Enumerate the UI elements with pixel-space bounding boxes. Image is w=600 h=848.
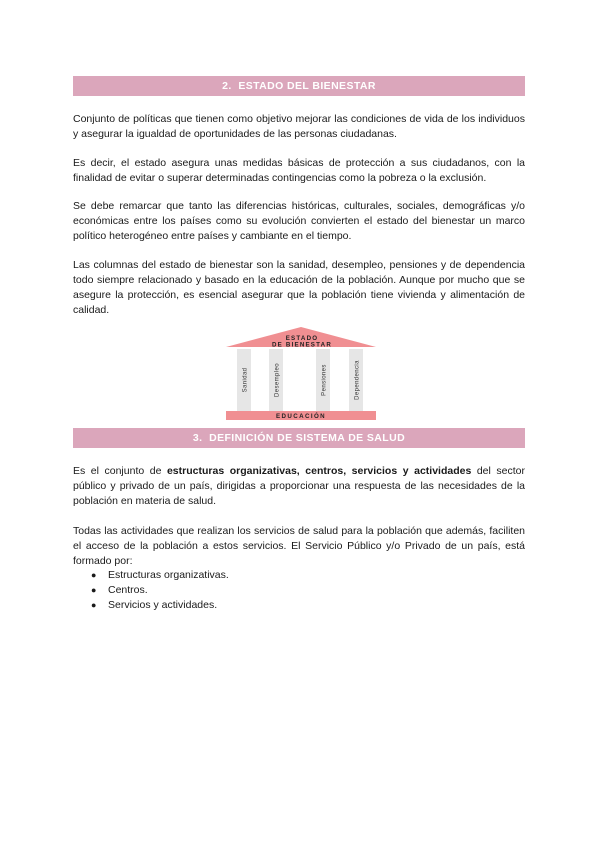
section-number: 3. [192,432,203,444]
section-header-estado-bienestar [73,76,525,96]
pillar-label-sanidad: Sanidad [242,367,249,393]
paragraph-actividades: Todas las actividades que realizan los servicios de salud para la población que además, faciliten el acceso de la población a estos servicios. El Servicio Público y/o Privado de un país, está formado por: [73,525,525,567]
bullet-list [73,568,229,613]
list-item: ● Estructuras organizativas. [73,568,229,583]
pillar-label-desempleo: Desempleo [274,363,281,397]
paragraph-definicion-salud [73,464,525,509]
section-number: 2. [222,80,232,92]
section-title: ESTADO DEL BIENESTAR [238,80,376,92]
paragraph-es-decir: Es decir, el estado asegura unas medidas básicas de protección a sus ciudadanos, con la finalidad de evitar o superar determinadas contingencias como la pobreza o la exclusión. [73,157,525,184]
text-run: del sector público y privado de un país, dirigidas a proporcionar una respuesta de las necesidades de la población en materia de salud. [73,465,525,507]
paragraph-definicion: Conjunto de políticas que tienen como objetivo mejorar las condiciones de vida de los individuos y asegurar la igualdad de oportunidades de las personas ciudadanas. [73,113,525,140]
estado-bienestar-diagram [225,326,377,424]
bold-text-run: estructuras organizativas, centros, servicios y actividades [166,465,472,477]
list-item: ● Servicios y actividades. [73,598,229,613]
roof-label-line2: DE BIENESTAR [271,341,333,349]
section-title: DEFINICIÓN DE SISTEMA DE SALUD [209,432,406,444]
section-header-sistema-salud [73,428,525,448]
pillar-label-dependencia: Dependencia [354,360,361,400]
paragraph-remarcar: Se debe remarcar que tanto las diferencias históricas, culturales, sociales, demográficas y/o económicas entre los países como su evolución convierten el estado del bienestar un marco político heterogéneo entre países y cambiante en el tiempo. [73,200,525,242]
pillar-label-pensiones: Pensiones [321,364,328,396]
base-label: EDUCACIÓN [275,413,327,420]
text-run: Es el conjunto de [73,465,167,477]
roof-label-line1: ESTADO [285,335,319,342]
paragraph-columnas: Las columnas del estado de bienestar son la sanidad, desempleo, pensiones y de dependencia todo siempre relacionado y basado en la educación de la población. Aunque por mucho que se asegure la protección, es esencial asegurar que la población tiene vivienda y alimentación de calidad. [73,259,525,316]
list-item: ● Centros. [73,583,229,598]
